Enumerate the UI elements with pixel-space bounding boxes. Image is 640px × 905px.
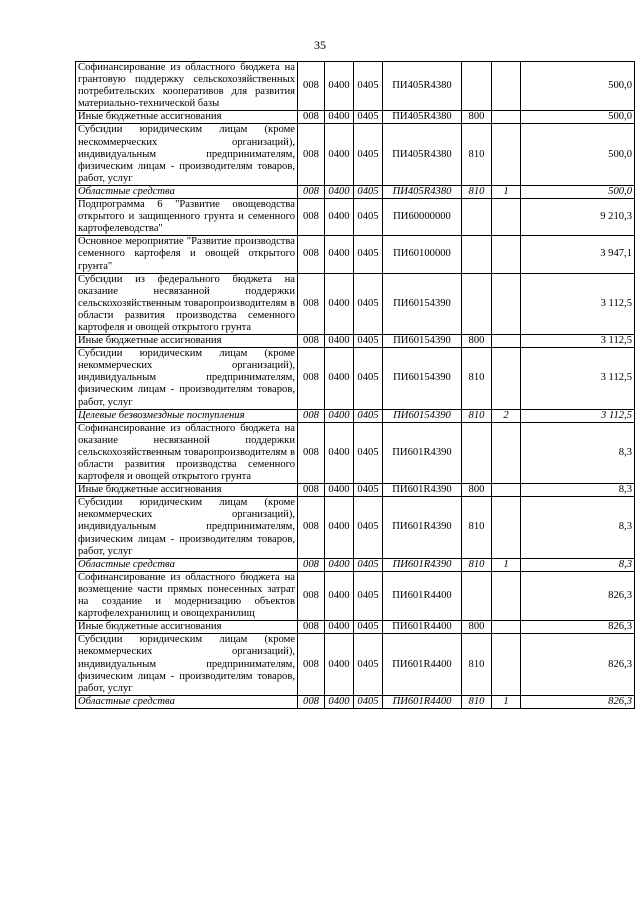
table-row [76, 484, 635, 497]
subsection-code: 0405 [354, 62, 383, 111]
section-code: 0400 [325, 422, 354, 483]
section-code: 0400 [325, 236, 354, 273]
amount: 500,0 [521, 111, 635, 124]
section-code: 0400 [325, 558, 354, 571]
section-code: 0400 [325, 621, 354, 634]
subsection-code: 0405 [354, 236, 383, 273]
row-name: Подпрограмма 6 "Развитие овощеводства открытого и защищенного грунта и семенного картофелеводства" [76, 199, 298, 236]
row-name: Субсидии юридическим лицам (кроме некоммерческих организаций), индивидуальным предпринимателям, физическим лицам - производителям товаров, работ, услуг [76, 634, 298, 695]
subsection-code: 0405 [354, 558, 383, 571]
funding-source [492, 124, 521, 185]
subsection-code: 0405 [354, 484, 383, 497]
row-name: Областные средства [76, 695, 298, 708]
row-name: Субсидии юридическим лицам (кроме некоммерческих организаций), индивидуальным предпринимателям, физическим лицам - производителям товаров, работ, услуг [76, 497, 298, 558]
target-article: ПИ601R4400 [383, 695, 462, 708]
admin-code: 008 [298, 348, 325, 409]
admin-code: 008 [298, 422, 325, 483]
amount: 500,0 [521, 185, 635, 198]
page-number: 35 [314, 38, 326, 52]
expense-type [462, 422, 492, 483]
table-row [76, 185, 635, 198]
target-article: ПИ405R4380 [383, 185, 462, 198]
row-name: Основное мероприятие "Развитие производства семенного картофеля и овощей открытого грунта" [76, 236, 298, 273]
target-article: ПИ601R4390 [383, 422, 462, 483]
row-name: Субсидии из федерального бюджета на оказание несвязанной поддержки сельскохозяйственным товаропроизводителям в области развития производства семенного картофеля и овощей открытого грунта [76, 273, 298, 334]
amount: 8,3 [521, 484, 635, 497]
expense-type [462, 236, 492, 273]
amount: 500,0 [521, 124, 635, 185]
target-article: ПИ60154390 [383, 335, 462, 348]
target-article: ПИ601R4400 [383, 571, 462, 620]
table-row [76, 111, 635, 124]
target-article: ПИ601R4390 [383, 497, 462, 558]
expense-type: 810 [462, 124, 492, 185]
admin-code: 008 [298, 409, 325, 422]
amount: 3 112,5 [521, 348, 635, 409]
admin-code: 008 [298, 273, 325, 334]
expense-type: 800 [462, 621, 492, 634]
target-article: ПИ601R4400 [383, 621, 462, 634]
section-code: 0400 [325, 273, 354, 334]
amount: 826,3 [521, 634, 635, 695]
target-article: ПИ405R4380 [383, 124, 462, 185]
subsection-code: 0405 [354, 634, 383, 695]
admin-code: 008 [298, 484, 325, 497]
row-name: Целевые безвозмездные поступления [76, 409, 298, 422]
subsection-code: 0405 [354, 273, 383, 334]
admin-code: 008 [298, 634, 325, 695]
section-code: 0400 [325, 634, 354, 695]
amount: 8,3 [521, 497, 635, 558]
amount: 3 947,1 [521, 236, 635, 273]
table-row [76, 62, 635, 111]
funding-source [492, 484, 521, 497]
funding-source [492, 621, 521, 634]
funding-source [492, 422, 521, 483]
admin-code: 008 [298, 497, 325, 558]
funding-source [492, 497, 521, 558]
subsection-code: 0405 [354, 409, 383, 422]
funding-source [492, 335, 521, 348]
table-row [76, 409, 635, 422]
amount: 826,3 [521, 571, 635, 620]
table-row [76, 695, 635, 708]
target-article: ПИ405R4380 [383, 111, 462, 124]
funding-source [492, 348, 521, 409]
admin-code: 008 [298, 62, 325, 111]
expense-type: 810 [462, 409, 492, 422]
row-name: Областные средства [76, 558, 298, 571]
subsection-code: 0405 [354, 571, 383, 620]
subsection-code: 0405 [354, 111, 383, 124]
section-code: 0400 [325, 124, 354, 185]
funding-source [492, 273, 521, 334]
target-article: ПИ60154390 [383, 348, 462, 409]
expense-type: 810 [462, 558, 492, 571]
funding-source [492, 236, 521, 273]
funding-source [492, 199, 521, 236]
target-article: ПИ60154390 [383, 409, 462, 422]
funding-source [492, 111, 521, 124]
row-name: Субсидии юридическим лицам (кроме некоммерческих организаций), индивидуальным предпринимателям, физическим лицам - производителям товаров, работ, услуг [76, 348, 298, 409]
amount: 9 210,3 [521, 199, 635, 236]
funding-source: 1 [492, 695, 521, 708]
table-row [76, 621, 635, 634]
section-code: 0400 [325, 185, 354, 198]
amount: 3 112,5 [521, 409, 635, 422]
subsection-code: 0405 [354, 621, 383, 634]
table-row [76, 422, 635, 483]
expense-type [462, 571, 492, 620]
expense-type: 800 [462, 335, 492, 348]
target-article: ПИ60000000 [383, 199, 462, 236]
section-code: 0400 [325, 409, 354, 422]
section-code: 0400 [325, 199, 354, 236]
subsection-code: 0405 [354, 348, 383, 409]
subsection-code: 0405 [354, 335, 383, 348]
admin-code: 008 [298, 124, 325, 185]
subsection-code: 0405 [354, 695, 383, 708]
funding-source: 1 [492, 558, 521, 571]
target-article: ПИ601R4400 [383, 634, 462, 695]
section-code: 0400 [325, 62, 354, 111]
row-name: Иные бюджетные ассигнования [76, 484, 298, 497]
amount: 826,3 [521, 621, 635, 634]
expense-type [462, 62, 492, 111]
amount: 8,3 [521, 558, 635, 571]
amount: 3 112,5 [521, 273, 635, 334]
table-row [76, 634, 635, 695]
table-row [76, 124, 635, 185]
row-name: Областные средства [76, 185, 298, 198]
section-code: 0400 [325, 484, 354, 497]
section-code: 0400 [325, 497, 354, 558]
admin-code: 008 [298, 335, 325, 348]
expense-type: 810 [462, 348, 492, 409]
expense-type [462, 273, 492, 334]
expense-type: 810 [462, 497, 492, 558]
target-article: ПИ601R4390 [383, 558, 462, 571]
target-article: ПИ60154390 [383, 273, 462, 334]
section-code: 0400 [325, 695, 354, 708]
expense-type [462, 199, 492, 236]
table-row [76, 335, 635, 348]
admin-code: 008 [298, 558, 325, 571]
table-row [76, 497, 635, 558]
target-article: ПИ60100000 [383, 236, 462, 273]
target-article: ПИ405R4380 [383, 62, 462, 111]
target-article: ПИ601R4390 [383, 484, 462, 497]
expense-type: 800 [462, 111, 492, 124]
row-name: Софинансирование из областного бюджета на оказание несвязанной поддержки сельскохозяйственным товаропроизводителям в области развития производства семенного картофеля и овощей открытого грунта [76, 422, 298, 483]
amount: 500,0 [521, 62, 635, 111]
funding-source [492, 62, 521, 111]
table-row [76, 348, 635, 409]
amount: 8,3 [521, 422, 635, 483]
subsection-code: 0405 [354, 124, 383, 185]
admin-code: 008 [298, 695, 325, 708]
section-code: 0400 [325, 348, 354, 409]
section-code: 0400 [325, 111, 354, 124]
admin-code: 008 [298, 236, 325, 273]
admin-code: 008 [298, 199, 325, 236]
admin-code: 008 [298, 185, 325, 198]
funding-source [492, 571, 521, 620]
table-row [76, 273, 635, 334]
expense-type: 800 [462, 484, 492, 497]
subsection-code: 0405 [354, 422, 383, 483]
section-code: 0400 [325, 335, 354, 348]
row-name: Иные бюджетные ассигнования [76, 621, 298, 634]
table-row [76, 558, 635, 571]
funding-source: 1 [492, 185, 521, 198]
section-code: 0400 [325, 571, 354, 620]
amount: 826,3 [521, 695, 635, 708]
subsection-code: 0405 [354, 185, 383, 198]
row-name: Софинансирование из областного бюджета на возмещение части прямых понесенных затрат на создание и модернизацию объектов картофелехранилищ и овощехранилищ [76, 571, 298, 620]
expense-type: 810 [462, 185, 492, 198]
subsection-code: 0405 [354, 199, 383, 236]
row-name: Иные бюджетные ассигнования [76, 335, 298, 348]
funding-source [492, 634, 521, 695]
admin-code: 008 [298, 621, 325, 634]
amount: 3 112,5 [521, 335, 635, 348]
table-row [76, 199, 635, 236]
expense-type: 810 [462, 634, 492, 695]
table-row [76, 571, 635, 620]
admin-code: 008 [298, 571, 325, 620]
row-name: Субсидии юридическим лицам (кроме нескоммерческих организаций), индивидуальным предпринимателям, физическим лицам - производителям товаров, работ, услуг [76, 124, 298, 185]
funding-source: 2 [492, 409, 521, 422]
row-name: Софинансирование из областного бюджета на грантовую поддержку сельскохозяйственных потребительских кооперативов для развития материально-технической базы [76, 62, 298, 111]
expense-type: 810 [462, 695, 492, 708]
subsection-code: 0405 [354, 497, 383, 558]
table-row [76, 236, 635, 273]
admin-code: 008 [298, 111, 325, 124]
row-name: Иные бюджетные ассигнования [76, 111, 298, 124]
budget-table [75, 61, 635, 709]
